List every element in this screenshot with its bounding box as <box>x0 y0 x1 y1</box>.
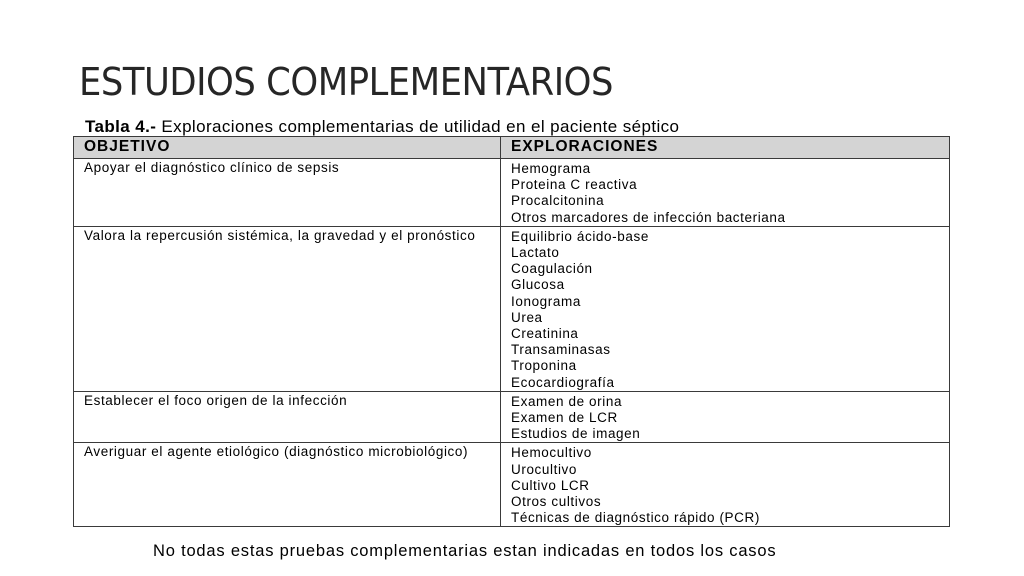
objective-cell <box>74 159 501 227</box>
exploration-item: Proteina C reactiva <box>511 177 638 193</box>
table-row <box>74 391 950 443</box>
exploration-item: Ionograma <box>511 293 581 309</box>
exploration-item: Examen de LCR <box>511 410 618 426</box>
exploration-item: Transaminasas <box>511 342 611 358</box>
objective-cell <box>74 226 501 391</box>
exploration-item: Equilibrio ácido-base <box>511 228 649 244</box>
exploration-item: Glucosa <box>511 277 565 293</box>
exploration-item: Examen de orina <box>511 393 623 409</box>
exploration-item: Procalcitonina <box>511 193 605 209</box>
explorations-cell <box>501 443 950 527</box>
table-row <box>74 443 950 527</box>
footnote: No todas estas pruebas complementarias estan indicadas en todos los casos <box>153 542 777 560</box>
objective-cell <box>74 443 501 527</box>
explorations-cell <box>501 226 950 391</box>
explorations-table <box>73 136 950 527</box>
table-row <box>74 226 950 391</box>
header-objective: OBJETIVO <box>74 137 501 159</box>
explorations-cell <box>501 159 950 227</box>
slide-title: ESTUDIOS COMPLEMENTARIOS <box>79 60 613 104</box>
objective-text: Apoyar el diagnóstico clínico de sepsis <box>84 160 340 175</box>
table-header-row <box>74 137 950 159</box>
exploration-item: Otros marcadores de infección bacteriana <box>511 209 786 225</box>
explorations-cell <box>501 391 950 443</box>
exploration-item: Coagulación <box>511 261 593 277</box>
exploration-item: Hemocultivo <box>511 445 592 461</box>
objective-cell <box>74 391 501 443</box>
exploration-item: Cultivo LCR <box>511 477 590 493</box>
exploration-item: Otros cultivos <box>511 494 602 510</box>
exploration-item: Urea <box>511 309 543 325</box>
table-caption <box>85 117 679 137</box>
table-caption-label: Tabla 4.- <box>85 117 157 136</box>
header-explorations: EXPLORACIONES <box>501 137 950 159</box>
exploration-item: Urocultivo <box>511 461 578 477</box>
exploration-item: Estudios de imagen <box>511 426 641 442</box>
table-row <box>74 159 950 227</box>
exploration-item: Troponina <box>511 358 577 374</box>
exploration-item: Ecocardiografía <box>511 374 615 390</box>
objective-text: Averiguar el agente etiológico (diagnóstico microbiológico) <box>84 444 469 460</box>
objective-text: Valora la repercusión sistémica, la gravedad y el pronóstico <box>84 227 476 243</box>
exploration-item: Hemograma <box>511 161 591 176</box>
objective-text: Establecer el foco origen de la infección <box>84 392 348 408</box>
table-caption-text: Exploraciones complementarias de utilidad en el paciente séptico <box>156 117 680 136</box>
exploration-item: Técnicas de diagnóstico rápido (PCR) <box>511 510 760 526</box>
exploration-item: Lactato <box>511 245 560 261</box>
exploration-item: Creatinina <box>511 326 579 342</box>
